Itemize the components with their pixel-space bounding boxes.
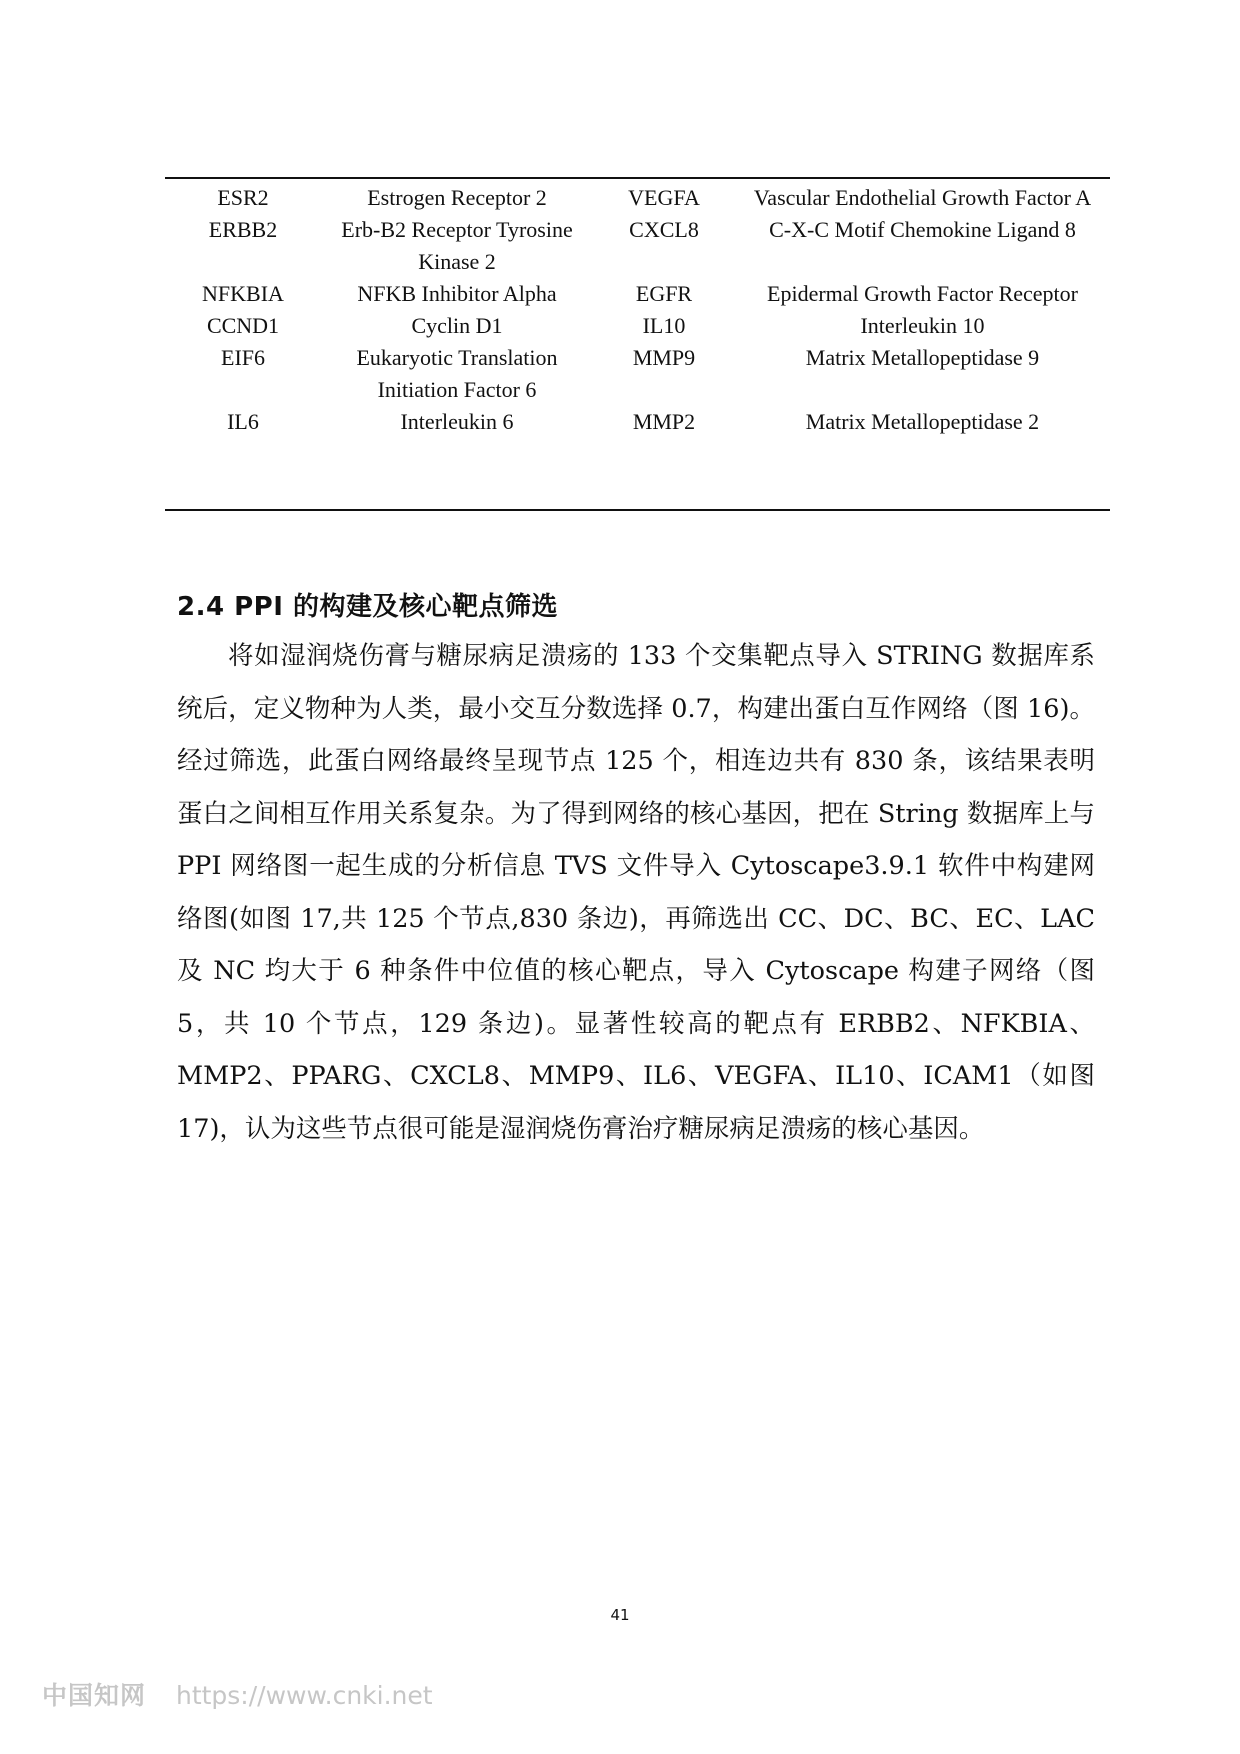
gene-table bbox=[165, 178, 1110, 442]
gene-name: Vascular Endothelial Growth Factor A bbox=[753, 185, 1092, 210]
gene-name: Interleukin 10 bbox=[860, 313, 985, 338]
gene-name: C-X-C Motif Chemokine Ligand 8 bbox=[769, 217, 1076, 242]
gene-symbol: MMP9 bbox=[632, 345, 696, 370]
gene-name: NFKB Inhibitor Alpha bbox=[357, 281, 557, 306]
table-row bbox=[165, 214, 1110, 278]
gene-name: Epidermal Growth Factor Receptor bbox=[767, 281, 1078, 306]
cnki-watermark bbox=[42, 1676, 433, 1712]
gene-name: Matrix Metallopeptidase 2 bbox=[805, 409, 1040, 434]
gene-symbol: IL10 bbox=[642, 313, 686, 338]
table-row bbox=[165, 278, 1110, 310]
table-row bbox=[165, 342, 1110, 406]
page-number: 41 bbox=[610, 1606, 630, 1624]
section-heading: 2.4 PPI 的构建及核心靶点筛选 bbox=[177, 592, 558, 622]
gene-symbol: IL6 bbox=[227, 409, 259, 434]
gene-symbol: ESR2 bbox=[217, 185, 269, 210]
gene-symbol: EGFR bbox=[635, 281, 693, 306]
gene-name: Estrogen Receptor 2 bbox=[367, 185, 547, 210]
gene-name: Matrix Metallopeptidase 9 bbox=[805, 345, 1040, 370]
gene-symbol: NFKBIA bbox=[202, 281, 284, 306]
table-row bbox=[165, 406, 1110, 442]
gene-symbol: MMP2 bbox=[632, 409, 696, 434]
table-bottom-rule bbox=[165, 509, 1110, 511]
body-paragraph: 将如湿润烧伤膏与糖尿病足溃疡的 133 个交集靶点导入 STRING 数据库系统后，定义物种为人类，最小交互分数选择 0.7，构建出蛋白互作网络（图 16)。经过筛选，此蛋白网络最终呈现节点 125 个，相连边共有 830 条，该结果表明蛋白之间相互作用关系复杂。为了得到网络的核心基因，把在 String 数据库上与 PPI 网络图一起生成的分析信息 TVS 文件导入 Cytoscape3.9.1 软件中构建网络图(如图 17,共 125 个节点,830 条边)，再筛选出 CC、DC、BC、EC、LAC 及 NC 均大于 6 种条件中位值的核心靶点，导入 Cytoscape 构建子网络（图 5，共 10 个节点，129 条边)。显著性较高的靶点有 ERBB2、NFKBIA、MMP2、PPARG、CXCL8、MMP9、IL6、VEGFA、IL10、ICAM1（如图 17)，认为这些节点很可能是湿润烧伤膏治疗糖尿病足溃疡的核心基因。 bbox=[177, 641, 1095, 1144]
table-row bbox=[165, 178, 1110, 214]
gene-symbol: EIF6 bbox=[221, 345, 265, 370]
gene-name: Eukaryotic Translation Initiation Factor 6 bbox=[356, 345, 558, 402]
table-row bbox=[165, 310, 1110, 342]
cnki-logo: 中国知网 bbox=[42, 1681, 147, 1710]
gene-symbol: CXCL8 bbox=[629, 217, 699, 242]
gene-name: Interleukin 6 bbox=[400, 409, 514, 434]
gene-name: Cyclin D1 bbox=[411, 313, 503, 338]
gene-symbol: VEGFA bbox=[628, 185, 700, 210]
gene-symbol: ERBB2 bbox=[208, 217, 278, 242]
gene-symbol: CCND1 bbox=[206, 313, 280, 338]
watermark-url: https://www.cnki.net bbox=[175, 1681, 433, 1710]
gene-name: Erb-B2 Receptor Tyrosine Kinase 2 bbox=[341, 217, 573, 274]
